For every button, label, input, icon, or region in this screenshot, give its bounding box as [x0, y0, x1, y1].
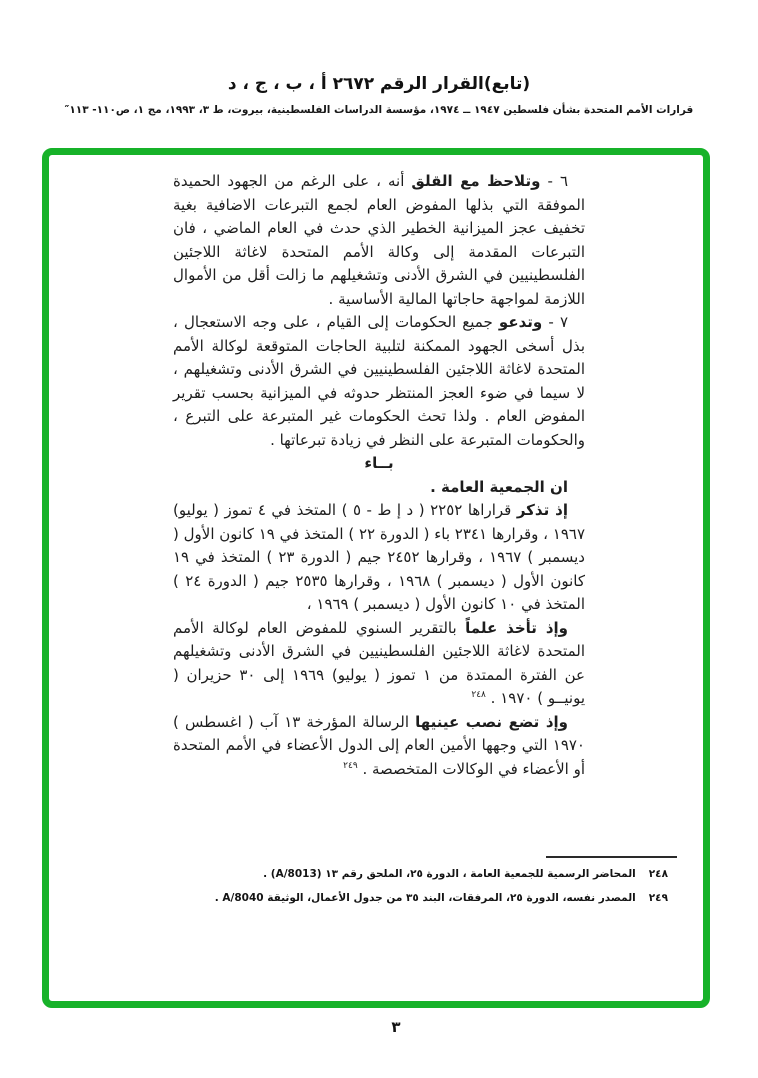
footnote-249-text: المصدر نفسه، الدورة ٢٥، المرفقات، البند ٣٥ من جدول الأعمال، الوثيقة A/8040 . — [214, 892, 636, 904]
general-assembly-line: ان الجمعية العامة . — [430, 477, 568, 496]
paragraph-7-number: ٧ - — [542, 313, 569, 331]
footnote-249-number: ٢٤٩ — [648, 892, 668, 904]
resolution-title: (تابع)القرار الرقم ٢٦٧٢ أ ، ب ، ج ، د — [227, 74, 531, 94]
paragraph-bearing-lead: وإذ تضع نصب عينيها — [415, 712, 568, 731]
footnote-separator — [546, 856, 677, 858]
footnote-249 — [214, 890, 668, 907]
footnotes — [214, 866, 668, 914]
footnote-ref-248: ٢٤٨ — [471, 690, 486, 700]
paragraph-recalling-lead: إذ تذكر — [516, 501, 568, 519]
paragraph-7 — [173, 311, 585, 452]
paragraph-taking-note — [173, 617, 585, 711]
paragraph-6 — [173, 170, 585, 311]
paragraph-bearing-text: الرسالة المؤرخة ١٣ آب ( اغسطس ) ١٩٧٠ التي وجهها الأمين العام إلى الدول الأعضاء في الأمم المتحدة أو الأعضاء في الوكالات المتخصصة . — [173, 712, 585, 778]
footnote-248-text: المحاضر الرسمية للجمعية العامة ، الدورة ٢٥، الملحق رقم ١٣ (A/8013) . — [263, 868, 636, 880]
paragraph-recalling-text: قراراها ٢٢٥٢ ( د إ ط - ٥ ) المتخذ في ٤ تموز ( يوليو) ١٩٦٧ ، وقرارها ٢٣٤١ باء ( الدورة ٢٢ ) المتخذ في ١٩ كانون الأول ( ديسمبر ) ١٩٦٧ ، وقرارها ٢٤٥٢ جيم ( الدورة ٢٣ ) المتخذ في ١٩ كانون الأول ( ديسمبر ) ١٩٦٨ ، وقرارها ٢٥٣٥ جيم ( الدورة ٢٤ ) المتخذ في ١٠ كانون الأول ( ديسمبر ) ١٩٦٩ ، — [173, 501, 586, 613]
paragraph-recalling — [173, 499, 585, 617]
paragraph-6-text: أنه ، على الرغم من الجهود الحميدة الموفقة التي بذلها المفوض العام لجمع التبرعات الاضافية بغية تخفيف عجز الميزانية الخطير الذي حدث في العام الماضي ، فان التبرعات المقدمة إلى وكالة الأمم المتحدة لاغاثة اللاجئين الفلسطينيين في الشرق الأدنى وتشغيلهم ما زالت أقل من الأموال اللازمة لمواجهة حاجاتها المالية الأساسية . — [173, 172, 585, 308]
footnote-248 — [248, 866, 668, 883]
paragraph-taking-note-lead: وإذ تأخذ علماً — [465, 618, 569, 637]
paragraph-bearing-in-mind — [173, 711, 585, 782]
paragraph-taking-note-text: بالتقرير السنوي للمفوض العام لوكالة الأمم المتحدة لاغاثة اللاجئين الفلسطينيين في الشرق الأدنى وتشغيلهم عن الفترة الممتدة من ١ تموز ( يوليو) ١٩٦٩ إلى ٣٠ حزيران ( يونيــو ) ١٩٧٠ . — [173, 618, 585, 707]
section-b-heading: بــاء — [364, 454, 394, 472]
paragraph-6-number: ٦ - — [540, 172, 568, 190]
source-citation: قرارات الأمم المتحدة بشأن فلسطين ١٩٤٧ ــ ١٩٧٤، مؤسسة الدراسات الفلسطينية، بيروت، ط ٣، ١٩٩٣، مج ١، ص١١٠- ١١٣″ — [64, 104, 694, 116]
resolution-body — [173, 170, 585, 781]
paragraph-7-lead: وتدعو — [498, 313, 543, 331]
paragraph-6-lead: وتلاحظ مع القلق — [411, 172, 541, 190]
footnote-ref-249: ٢٤٩ — [343, 760, 358, 771]
page-number: ٣ — [391, 1018, 401, 1036]
paragraph-7-text: جميع الحكومات إلى القيام ، على وجه الاستعجال ، بذل أسخى الجهود الممكنة لتلبية الحاجات المتوقعة لوكالة الأمم المتحدة لاغاثة اللاجئين الفلسطينيين في الشرق الأدنى وتشغيلهم ، لا سيما في ضوء العجز المنتظر حدوثه في الميزانية بحسب تقرير المفوض العام . ولذا تحث الحكومات غير المتبرعة على التبرع ، والحكومات المتبرعة على النظر في زيادة تبرعاتها . — [173, 313, 585, 449]
footnote-248-number: ٢٤٨ — [648, 868, 668, 880]
